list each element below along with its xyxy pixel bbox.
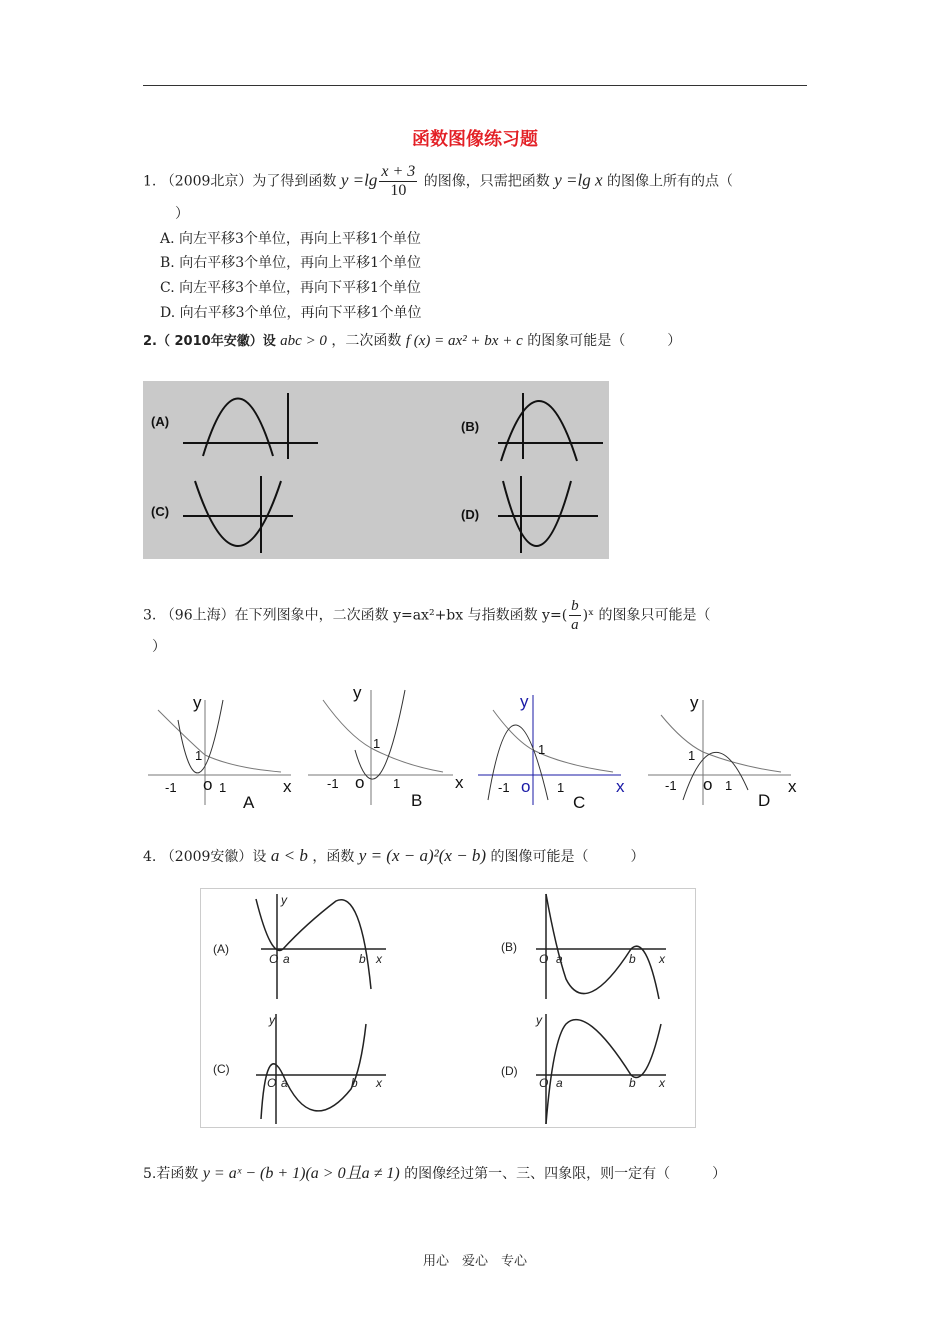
- q1-option-b: B. 向右平移3个单位，再向上平移1个单位: [160, 255, 422, 271]
- q4c-x: x: [376, 1076, 382, 1090]
- q1-mid: 的图像，只需把函数: [423, 173, 550, 190]
- q4d-x: x: [659, 1076, 665, 1090]
- q3a-x: x: [283, 777, 292, 796]
- q4-label-a: (A): [213, 942, 229, 956]
- q4-label-d: (D): [501, 1064, 518, 1078]
- q4-suffix: 的图像可能是（ ）: [490, 849, 645, 865]
- q4a-y: y: [281, 893, 287, 907]
- q3d-x: x: [788, 777, 797, 796]
- q3d-neg: -1: [665, 778, 677, 793]
- q1-eq1-lhs: y =lg: [340, 170, 378, 190]
- q3a-one: 1: [195, 748, 203, 763]
- q3d-tick: 1: [725, 778, 733, 793]
- q3-figure: [143, 680, 808, 810]
- header-rule: [143, 85, 807, 86]
- q1-fraction: [379, 163, 417, 200]
- q3b-neg: -1: [327, 776, 339, 791]
- q3c-o: o: [521, 777, 531, 796]
- q4a-x: x: [376, 952, 382, 966]
- q4d-b: b: [629, 1076, 636, 1090]
- q2-suffix: 的图象可能是（ ）: [527, 333, 682, 349]
- q3-label-a: A: [243, 793, 255, 810]
- q4c-y: y: [269, 1013, 275, 1027]
- q3b-x: x: [455, 773, 464, 792]
- q2-label-d: (D): [461, 507, 480, 522]
- q4b-o: O: [539, 952, 549, 966]
- q2-figure: [143, 381, 609, 559]
- q1-frac-den: 10: [390, 182, 407, 199]
- q1-option-c: C. 向左平移3个单位，再向下平移1个单位: [160, 280, 421, 296]
- page-title: 函数图像练习题: [412, 129, 538, 150]
- q3c-y: y: [520, 692, 529, 711]
- q3d-y: y: [690, 693, 699, 712]
- q4-label-b: (B): [501, 940, 517, 954]
- q4-func: y = (x − a)²(x − b): [358, 846, 487, 865]
- q3b-y: y: [353, 683, 362, 702]
- q2-prefix: 2.（ 2010年安徽）设: [143, 334, 276, 349]
- q2-figure-svg: [143, 381, 609, 559]
- q4a-b: b: [359, 952, 366, 966]
- q1-stem: [143, 163, 733, 200]
- q3c-tick: 1: [557, 780, 565, 795]
- q3-prefix: 3. （96上海）在下列图象中，二次函数 y=ax²+bx 与指数函数 y=(: [143, 607, 568, 624]
- q3b-o: o: [355, 773, 365, 792]
- q3-figure-svg: [143, 680, 808, 810]
- q4b-x: x: [659, 952, 665, 966]
- q4-stem: [143, 846, 645, 866]
- q3a-tick: 1: [219, 780, 227, 795]
- q3-frac-den: a: [571, 617, 579, 633]
- q3c-x: x: [616, 777, 625, 796]
- q5-func: y = aˣ − (b + 1)(a > 0且a ≠ 1): [202, 1165, 400, 1182]
- q2-label-b: (B): [461, 419, 480, 434]
- q5-suffix: 的图像经过第一、三、四象限，则一定有（ ）: [404, 1166, 727, 1182]
- q4d-y: y: [536, 1013, 542, 1027]
- q3-label-c: C: [573, 793, 586, 810]
- q3-frac-num: b: [571, 598, 579, 614]
- q5-prefix: 5.若函数: [143, 1166, 199, 1182]
- q3a-o: o: [203, 775, 213, 794]
- q4b-a: a: [556, 952, 563, 966]
- q1-option-a: A. 向左平移3个单位，再向上平移1个单位: [160, 231, 421, 247]
- q3d-one: 1: [688, 748, 696, 763]
- q2-cond: abc > 0: [280, 333, 327, 349]
- q4-cond: a < b: [270, 846, 308, 865]
- q4b-b: b: [629, 952, 636, 966]
- q3-close: ）: [152, 639, 166, 655]
- q3a-neg: -1: [165, 780, 177, 795]
- q4c-o: O: [267, 1076, 277, 1090]
- q4d-o: O: [539, 1076, 549, 1090]
- q5-stem: [143, 1160, 726, 1183]
- q3a-y: y: [193, 693, 202, 712]
- q1-suffix: 的图像上所有的点（: [606, 173, 733, 190]
- q4-prefix: 4. （2009安徽）设: [143, 849, 267, 865]
- q4d-a: a: [556, 1076, 563, 1090]
- q4-mid: ，函数: [312, 849, 355, 865]
- q4c-a: a: [281, 1076, 288, 1090]
- q4-figure-svg: [201, 889, 695, 1127]
- q3-suffix: )ˣ 的图象只可能是（: [582, 607, 711, 624]
- q2-func: f (x) = ax² + bx + c: [405, 333, 523, 349]
- q1-frac-num: x + 3: [381, 163, 416, 180]
- q4c-b: b: [351, 1076, 358, 1090]
- q3-stem: [143, 597, 711, 634]
- q3c-one: 1: [538, 742, 546, 757]
- q3b-one: 1: [373, 736, 381, 751]
- q2-mid: ，二次函数: [331, 333, 402, 349]
- q2-label-c: (C): [151, 504, 170, 519]
- q3d-o: o: [703, 775, 713, 794]
- q1-prefix: 1. （2009北京）为了得到函数: [143, 173, 337, 190]
- q2-stem: [143, 330, 681, 350]
- q4a-a: a: [283, 952, 290, 966]
- q2-label-a: (A): [151, 414, 170, 429]
- q1-option-d: D. 向右平移3个单位，再向下平移1个单位: [160, 305, 422, 321]
- q3-label-d: D: [758, 791, 771, 810]
- page-footer: 用心 爱心 专心: [422, 1254, 527, 1269]
- q1-close: ）: [175, 206, 189, 222]
- q3-fraction: [569, 597, 581, 634]
- q3b-tick: 1: [393, 776, 401, 791]
- q3c-neg: -1: [498, 780, 510, 795]
- q4-label-c: (C): [213, 1062, 230, 1076]
- q1-eq2: y =lg x: [554, 170, 603, 190]
- q4-figure: [200, 888, 696, 1128]
- q4a-o: O: [269, 952, 279, 966]
- q3-label-b: B: [411, 791, 423, 810]
